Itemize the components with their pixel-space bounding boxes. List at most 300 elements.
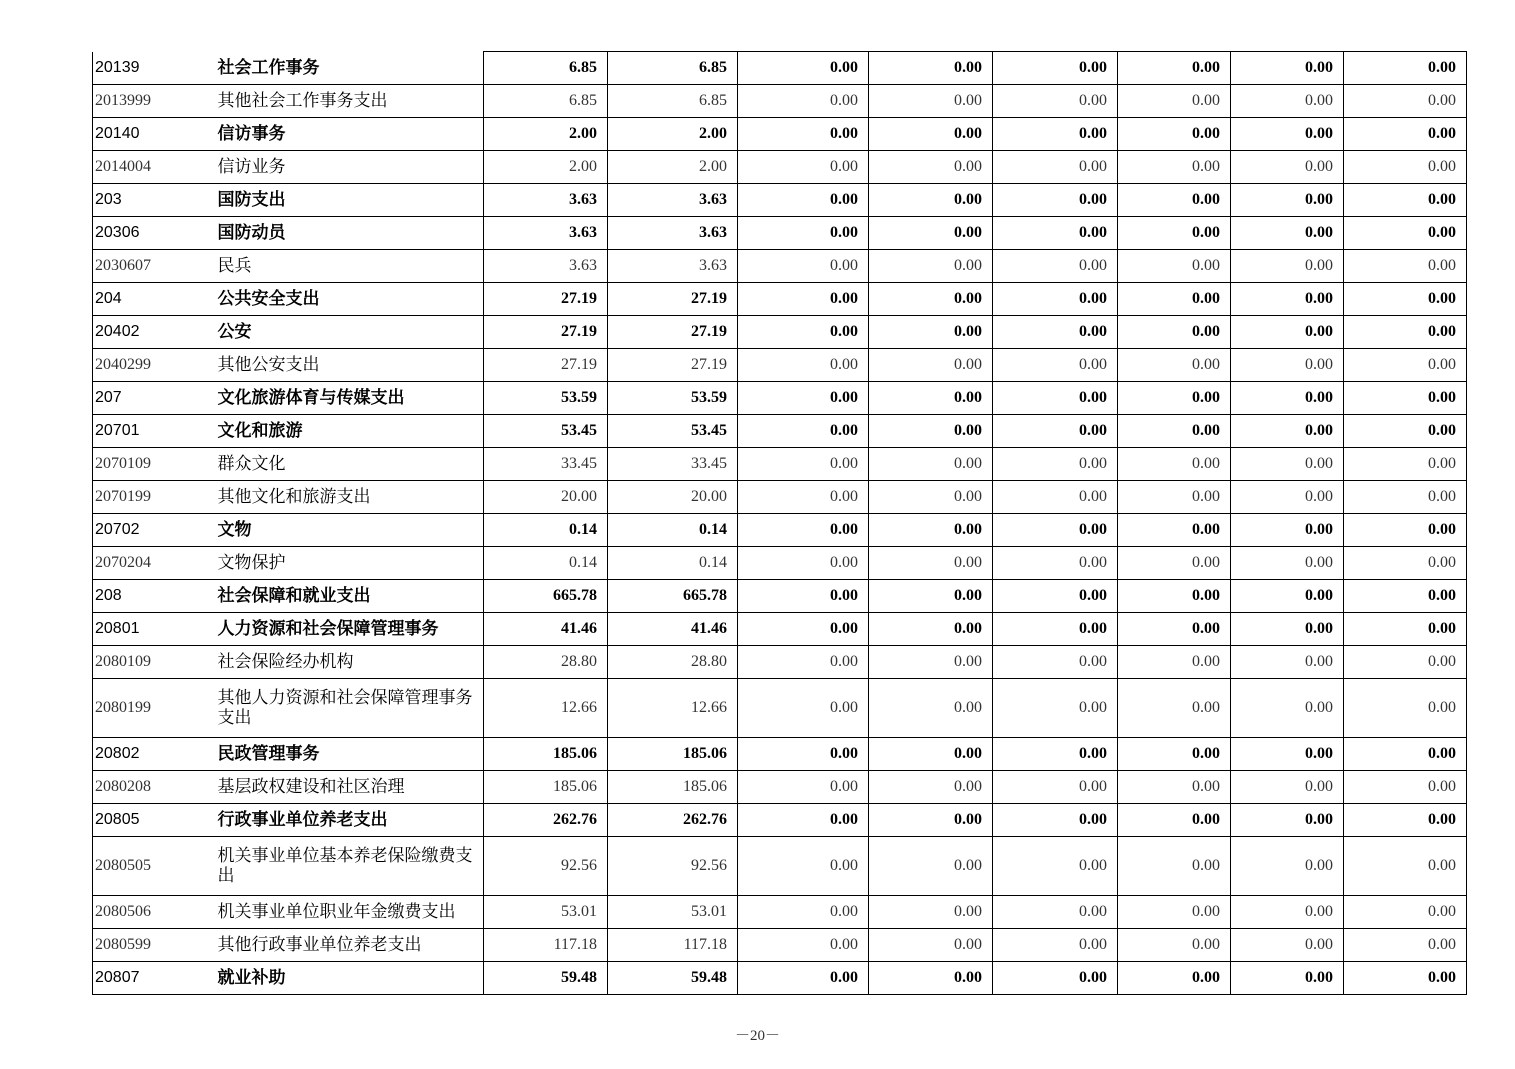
amount-cell: 0.00 bbox=[1231, 217, 1344, 250]
table-row bbox=[93, 118, 1467, 151]
table-row bbox=[93, 316, 1467, 349]
amount-cell: 185.06 bbox=[484, 738, 608, 771]
amount-cell: 0.00 bbox=[993, 613, 1118, 646]
amount-cell: 0.00 bbox=[738, 448, 869, 481]
amount-cell: 0.00 bbox=[738, 738, 869, 771]
amount-cell: 53.59 bbox=[484, 382, 608, 415]
amount-cell: 185.06 bbox=[484, 771, 608, 804]
amount-cell: 0.00 bbox=[1118, 514, 1231, 547]
amount-cell: 41.46 bbox=[608, 613, 738, 646]
amount-cell: 0.00 bbox=[993, 896, 1118, 929]
amount-cell: 0.00 bbox=[993, 85, 1118, 118]
amount-cell: 53.45 bbox=[608, 415, 738, 448]
amount-cell: 0.00 bbox=[1344, 738, 1467, 771]
subject-code-cell: 20801 bbox=[93, 613, 216, 646]
amount-cell: 0.00 bbox=[869, 547, 993, 580]
amount-cell: 0.00 bbox=[1118, 283, 1231, 316]
amount-cell: 0.00 bbox=[869, 415, 993, 448]
amount-cell: 33.45 bbox=[608, 448, 738, 481]
subject-name-cell: 文化旅游体育与传媒支出 bbox=[216, 382, 484, 415]
amount-cell: 20.00 bbox=[484, 481, 608, 514]
amount-cell: 0.00 bbox=[993, 415, 1118, 448]
amount-cell: 0.00 bbox=[1118, 349, 1231, 382]
amount-cell: 0.00 bbox=[738, 613, 869, 646]
amount-cell: 0.00 bbox=[869, 250, 993, 283]
amount-cell: 0.00 bbox=[1344, 804, 1467, 837]
subject-code-cell: 20402 bbox=[93, 316, 216, 349]
amount-cell: 0.00 bbox=[869, 646, 993, 679]
amount-cell: 0.00 bbox=[869, 929, 993, 962]
table-row bbox=[93, 962, 1467, 995]
table-row bbox=[93, 514, 1467, 547]
amount-cell: 0.00 bbox=[738, 250, 869, 283]
subject-name-cell: 公安 bbox=[216, 316, 484, 349]
table-row bbox=[93, 738, 1467, 771]
table-row bbox=[93, 929, 1467, 962]
amount-cell: 0.00 bbox=[1231, 679, 1344, 738]
amount-cell: 0.00 bbox=[1231, 151, 1344, 184]
amount-cell: 0.00 bbox=[1231, 929, 1344, 962]
amount-cell: 0.00 bbox=[738, 580, 869, 613]
amount-cell: 33.45 bbox=[484, 448, 608, 481]
subject-code-cell: 2080505 bbox=[93, 837, 216, 896]
subject-code-cell: 2080109 bbox=[93, 646, 216, 679]
amount-cell: 0.00 bbox=[1118, 217, 1231, 250]
amount-cell: 0.00 bbox=[869, 52, 993, 85]
amount-cell: 0.00 bbox=[1231, 738, 1344, 771]
amount-cell: 0.00 bbox=[1231, 771, 1344, 804]
amount-cell: 0.00 bbox=[1344, 250, 1467, 283]
amount-cell: 0.14 bbox=[608, 547, 738, 580]
amount-cell: 6.85 bbox=[608, 85, 738, 118]
amount-cell: 53.01 bbox=[484, 896, 608, 929]
amount-cell: 27.19 bbox=[608, 349, 738, 382]
amount-cell: 0.00 bbox=[1231, 349, 1344, 382]
amount-cell: 0.00 bbox=[1118, 415, 1231, 448]
amount-cell: 0.00 bbox=[738, 316, 869, 349]
amount-cell: 0.00 bbox=[1344, 448, 1467, 481]
amount-cell: 27.19 bbox=[608, 316, 738, 349]
amount-cell: 0.00 bbox=[869, 514, 993, 547]
table-row bbox=[93, 151, 1467, 184]
amount-cell: 0.00 bbox=[869, 613, 993, 646]
amount-cell: 0.00 bbox=[1231, 580, 1344, 613]
amount-cell: 0.00 bbox=[993, 646, 1118, 679]
amount-cell: 0.00 bbox=[1344, 283, 1467, 316]
amount-cell: 20.00 bbox=[608, 481, 738, 514]
subject-code-cell: 203 bbox=[93, 184, 216, 217]
amount-cell: 0.00 bbox=[1118, 837, 1231, 896]
amount-cell: 53.01 bbox=[608, 896, 738, 929]
subject-code-cell: 2013999 bbox=[93, 85, 216, 118]
amount-cell: 0.00 bbox=[1344, 962, 1467, 995]
amount-cell: 0.00 bbox=[738, 151, 869, 184]
amount-cell: 3.63 bbox=[484, 184, 608, 217]
amount-cell: 262.76 bbox=[608, 804, 738, 837]
amount-cell: 117.18 bbox=[608, 929, 738, 962]
table-row bbox=[93, 283, 1467, 316]
subject-name-cell: 民政管理事务 bbox=[216, 738, 484, 771]
amount-cell: 0.00 bbox=[1344, 771, 1467, 804]
subject-code-cell: 2070204 bbox=[93, 547, 216, 580]
amount-cell: 0.00 bbox=[1231, 415, 1344, 448]
amount-cell: 0.00 bbox=[738, 646, 869, 679]
amount-cell: 0.00 bbox=[869, 283, 993, 316]
subject-name-cell: 信访事务 bbox=[216, 118, 484, 151]
amount-cell: 0.00 bbox=[1231, 184, 1344, 217]
amount-cell: 0.00 bbox=[993, 804, 1118, 837]
subject-code-cell: 2070199 bbox=[93, 481, 216, 514]
amount-cell: 0.00 bbox=[738, 217, 869, 250]
amount-cell: 28.80 bbox=[608, 646, 738, 679]
amount-cell: 0.00 bbox=[1118, 250, 1231, 283]
subject-name-cell: 机关事业单位职业年金缴费支出 bbox=[216, 896, 484, 929]
amount-cell: 0.00 bbox=[993, 283, 1118, 316]
amount-cell: 0.00 bbox=[1344, 118, 1467, 151]
subject-name-cell: 国防支出 bbox=[216, 184, 484, 217]
amount-cell: 6.85 bbox=[608, 52, 738, 85]
amount-cell: 0.00 bbox=[993, 514, 1118, 547]
subject-name-cell: 其他行政事业单位养老支出 bbox=[216, 929, 484, 962]
amount-cell: 0.00 bbox=[1344, 613, 1467, 646]
subject-code-cell: 2030607 bbox=[93, 250, 216, 283]
table-row bbox=[93, 547, 1467, 580]
amount-cell: 0.00 bbox=[738, 415, 869, 448]
subject-name-cell: 民兵 bbox=[216, 250, 484, 283]
subject-name-cell: 机关事业单位基本养老保险缴费支出 bbox=[216, 837, 484, 896]
amount-cell: 0.00 bbox=[738, 118, 869, 151]
amount-cell: 0.00 bbox=[1118, 580, 1231, 613]
amount-cell: 185.06 bbox=[608, 738, 738, 771]
amount-cell: 0.00 bbox=[869, 316, 993, 349]
table-row bbox=[93, 679, 1467, 738]
amount-cell: 0.00 bbox=[1118, 184, 1231, 217]
amount-cell: 0.00 bbox=[1231, 962, 1344, 995]
subject-code-cell: 20701 bbox=[93, 415, 216, 448]
amount-cell: 2.00 bbox=[484, 151, 608, 184]
subject-name-cell: 行政事业单位养老支出 bbox=[216, 804, 484, 837]
amount-cell: 0.00 bbox=[1118, 448, 1231, 481]
amount-cell: 262.76 bbox=[484, 804, 608, 837]
amount-cell: 0.00 bbox=[993, 679, 1118, 738]
subject-name-cell: 公共安全支出 bbox=[216, 283, 484, 316]
amount-cell: 0.00 bbox=[1118, 52, 1231, 85]
amount-cell: 0.00 bbox=[1118, 85, 1231, 118]
amount-cell: 0.14 bbox=[608, 514, 738, 547]
amount-cell: 0.00 bbox=[869, 85, 993, 118]
amount-cell: 0.00 bbox=[1118, 738, 1231, 771]
budget-table-container bbox=[92, 51, 1466, 995]
subject-code-cell: 2040299 bbox=[93, 349, 216, 382]
subject-name-cell: 文化和旅游 bbox=[216, 415, 484, 448]
amount-cell: 0.00 bbox=[1231, 85, 1344, 118]
amount-cell: 53.59 bbox=[608, 382, 738, 415]
amount-cell: 665.78 bbox=[608, 580, 738, 613]
amount-cell: 0.00 bbox=[869, 580, 993, 613]
amount-cell: 0.00 bbox=[1231, 896, 1344, 929]
amount-cell: 0.00 bbox=[1231, 250, 1344, 283]
amount-cell: 27.19 bbox=[484, 283, 608, 316]
amount-cell: 41.46 bbox=[484, 613, 608, 646]
page-number: －20－ bbox=[734, 1028, 780, 1044]
amount-cell: 0.00 bbox=[993, 52, 1118, 85]
subject-code-cell: 2014004 bbox=[93, 151, 216, 184]
table-row bbox=[93, 349, 1467, 382]
subject-code-cell: 20139 bbox=[93, 52, 216, 85]
amount-cell: 0.00 bbox=[738, 837, 869, 896]
amount-cell: 0.00 bbox=[1344, 349, 1467, 382]
amount-cell: 0.00 bbox=[869, 481, 993, 514]
amount-cell: 0.14 bbox=[484, 514, 608, 547]
table-row bbox=[93, 804, 1467, 837]
amount-cell: 0.00 bbox=[993, 738, 1118, 771]
amount-cell: 0.00 bbox=[1118, 382, 1231, 415]
amount-cell: 0.00 bbox=[1231, 316, 1344, 349]
amount-cell: 12.66 bbox=[484, 679, 608, 738]
subject-name-cell: 文物保护 bbox=[216, 547, 484, 580]
amount-cell: 0.00 bbox=[1118, 481, 1231, 514]
amount-cell: 0.00 bbox=[993, 382, 1118, 415]
table-row bbox=[93, 85, 1467, 118]
amount-cell: 0.00 bbox=[1344, 514, 1467, 547]
amount-cell: 0.00 bbox=[993, 184, 1118, 217]
amount-cell: 185.06 bbox=[608, 771, 738, 804]
subject-name-cell: 其他人力资源和社会保障管理事务支出 bbox=[216, 679, 484, 738]
amount-cell: 0.00 bbox=[993, 250, 1118, 283]
amount-cell: 3.63 bbox=[608, 217, 738, 250]
amount-cell: 0.00 bbox=[738, 962, 869, 995]
table-row bbox=[93, 896, 1467, 929]
amount-cell: 0.00 bbox=[738, 184, 869, 217]
amount-cell: 0.00 bbox=[1231, 382, 1344, 415]
amount-cell: 0.00 bbox=[1118, 771, 1231, 804]
amount-cell: 0.00 bbox=[1344, 679, 1467, 738]
amount-cell: 117.18 bbox=[484, 929, 608, 962]
amount-cell: 0.00 bbox=[869, 382, 993, 415]
amount-cell: 0.00 bbox=[1344, 184, 1467, 217]
table-row bbox=[93, 613, 1467, 646]
amount-cell: 0.00 bbox=[869, 896, 993, 929]
amount-cell: 6.85 bbox=[484, 52, 608, 85]
table-row bbox=[93, 771, 1467, 804]
amount-cell: 0.00 bbox=[1231, 514, 1344, 547]
amount-cell: 0.00 bbox=[1231, 283, 1344, 316]
amount-cell: 0.00 bbox=[738, 85, 869, 118]
amount-cell: 2.00 bbox=[484, 118, 608, 151]
amount-cell: 0.00 bbox=[993, 118, 1118, 151]
amount-cell: 0.00 bbox=[1231, 837, 1344, 896]
amount-cell: 0.00 bbox=[1344, 481, 1467, 514]
amount-cell: 0.00 bbox=[1344, 85, 1467, 118]
amount-cell: 0.00 bbox=[993, 349, 1118, 382]
subject-code-cell: 20805 bbox=[93, 804, 216, 837]
amount-cell: 0.00 bbox=[1344, 217, 1467, 250]
amount-cell: 6.85 bbox=[484, 85, 608, 118]
amount-cell: 0.00 bbox=[738, 896, 869, 929]
amount-cell: 0.00 bbox=[993, 547, 1118, 580]
amount-cell: 0.00 bbox=[993, 316, 1118, 349]
amount-cell: 0.00 bbox=[1344, 837, 1467, 896]
amount-cell: 0.00 bbox=[869, 771, 993, 804]
table-row bbox=[93, 250, 1467, 283]
amount-cell: 0.00 bbox=[1118, 547, 1231, 580]
amount-cell: 0.00 bbox=[738, 514, 869, 547]
amount-cell: 27.19 bbox=[608, 283, 738, 316]
subject-code-cell: 2080208 bbox=[93, 771, 216, 804]
amount-cell: 0.00 bbox=[1118, 679, 1231, 738]
amount-cell: 0.00 bbox=[738, 929, 869, 962]
amount-cell: 665.78 bbox=[484, 580, 608, 613]
subject-name-cell: 其他公安支出 bbox=[216, 349, 484, 382]
amount-cell: 2.00 bbox=[608, 151, 738, 184]
amount-cell: 0.00 bbox=[869, 118, 993, 151]
amount-cell: 0.00 bbox=[993, 771, 1118, 804]
amount-cell: 3.63 bbox=[608, 250, 738, 283]
budget-table bbox=[92, 51, 1467, 995]
subject-name-cell: 就业补助 bbox=[216, 962, 484, 995]
amount-cell: 0.00 bbox=[869, 349, 993, 382]
amount-cell: 0.14 bbox=[484, 547, 608, 580]
amount-cell: 0.00 bbox=[1344, 896, 1467, 929]
amount-cell: 0.00 bbox=[1231, 52, 1344, 85]
amount-cell: 0.00 bbox=[993, 151, 1118, 184]
amount-cell: 0.00 bbox=[1118, 118, 1231, 151]
amount-cell: 0.00 bbox=[1118, 646, 1231, 679]
subject-code-cell: 20140 bbox=[93, 118, 216, 151]
amount-cell: 3.63 bbox=[484, 217, 608, 250]
amount-cell: 0.00 bbox=[869, 217, 993, 250]
subject-name-cell: 群众文化 bbox=[216, 448, 484, 481]
amount-cell: 0.00 bbox=[1344, 929, 1467, 962]
amount-cell: 0.00 bbox=[1344, 382, 1467, 415]
amount-cell: 0.00 bbox=[869, 804, 993, 837]
amount-cell: 0.00 bbox=[1344, 646, 1467, 679]
amount-cell: 0.00 bbox=[1118, 151, 1231, 184]
amount-cell: 27.19 bbox=[484, 349, 608, 382]
amount-cell: 0.00 bbox=[738, 547, 869, 580]
subject-name-cell: 社会工作事务 bbox=[216, 52, 484, 85]
amount-cell: 59.48 bbox=[484, 962, 608, 995]
subject-code-cell: 20306 bbox=[93, 217, 216, 250]
amount-cell: 0.00 bbox=[993, 217, 1118, 250]
amount-cell: 0.00 bbox=[738, 679, 869, 738]
amount-cell: 0.00 bbox=[1231, 613, 1344, 646]
table-row bbox=[93, 481, 1467, 514]
subject-code-cell: 208 bbox=[93, 580, 216, 613]
amount-cell: 0.00 bbox=[869, 151, 993, 184]
amount-cell: 0.00 bbox=[993, 929, 1118, 962]
amount-cell: 53.45 bbox=[484, 415, 608, 448]
amount-cell: 0.00 bbox=[1118, 316, 1231, 349]
table-row bbox=[93, 415, 1467, 448]
subject-name-cell: 人力资源和社会保障管理事务 bbox=[216, 613, 484, 646]
subject-code-cell: 2080506 bbox=[93, 896, 216, 929]
subject-name-cell: 其他社会工作事务支出 bbox=[216, 85, 484, 118]
amount-cell: 0.00 bbox=[1344, 547, 1467, 580]
table-row bbox=[93, 646, 1467, 679]
amount-cell: 0.00 bbox=[738, 349, 869, 382]
amount-cell: 0.00 bbox=[869, 448, 993, 481]
subject-code-cell: 20702 bbox=[93, 514, 216, 547]
subject-code-cell: 2080199 bbox=[93, 679, 216, 738]
subject-code-cell: 2080599 bbox=[93, 929, 216, 962]
amount-cell: 0.00 bbox=[993, 481, 1118, 514]
amount-cell: 0.00 bbox=[1231, 448, 1344, 481]
amount-cell: 0.00 bbox=[869, 837, 993, 896]
amount-cell: 0.00 bbox=[993, 448, 1118, 481]
amount-cell: 0.00 bbox=[1344, 52, 1467, 85]
subject-name-cell: 社会保障和就业支出 bbox=[216, 580, 484, 613]
amount-cell: 3.63 bbox=[484, 250, 608, 283]
amount-cell: 0.00 bbox=[1344, 580, 1467, 613]
amount-cell: 0.00 bbox=[738, 52, 869, 85]
amount-cell: 0.00 bbox=[1118, 929, 1231, 962]
amount-cell: 0.00 bbox=[993, 580, 1118, 613]
amount-cell: 0.00 bbox=[869, 738, 993, 771]
amount-cell: 0.00 bbox=[1118, 896, 1231, 929]
subject-name-cell: 信访业务 bbox=[216, 151, 484, 184]
amount-cell: 3.63 bbox=[608, 184, 738, 217]
subject-code-cell: 2070109 bbox=[93, 448, 216, 481]
amount-cell: 12.66 bbox=[608, 679, 738, 738]
amount-cell: 0.00 bbox=[1231, 547, 1344, 580]
subject-name-cell: 文物 bbox=[216, 514, 484, 547]
amount-cell: 0.00 bbox=[738, 804, 869, 837]
subject-name-cell: 基层政权建设和社区治理 bbox=[216, 771, 484, 804]
amount-cell: 59.48 bbox=[608, 962, 738, 995]
amount-cell: 28.80 bbox=[484, 646, 608, 679]
amount-cell: 92.56 bbox=[608, 837, 738, 896]
amount-cell: 0.00 bbox=[1231, 804, 1344, 837]
amount-cell: 0.00 bbox=[738, 481, 869, 514]
amount-cell: 0.00 bbox=[738, 771, 869, 804]
amount-cell: 0.00 bbox=[1231, 646, 1344, 679]
amount-cell: 0.00 bbox=[1344, 316, 1467, 349]
amount-cell: 0.00 bbox=[1118, 804, 1231, 837]
table-body bbox=[93, 52, 1467, 995]
amount-cell: 2.00 bbox=[608, 118, 738, 151]
subject-name-cell: 其他文化和旅游支出 bbox=[216, 481, 484, 514]
amount-cell: 0.00 bbox=[1344, 151, 1467, 184]
amount-cell: 0.00 bbox=[869, 962, 993, 995]
table-row bbox=[93, 580, 1467, 613]
table-row bbox=[93, 52, 1467, 85]
amount-cell: 0.00 bbox=[1231, 118, 1344, 151]
amount-cell: 0.00 bbox=[1118, 613, 1231, 646]
subject-name-cell: 国防动员 bbox=[216, 217, 484, 250]
subject-code-cell: 204 bbox=[93, 283, 216, 316]
amount-cell: 0.00 bbox=[738, 283, 869, 316]
amount-cell: 0.00 bbox=[1344, 415, 1467, 448]
amount-cell: 27.19 bbox=[484, 316, 608, 349]
amount-cell: 0.00 bbox=[993, 837, 1118, 896]
amount-cell: 0.00 bbox=[738, 382, 869, 415]
amount-cell: 0.00 bbox=[869, 184, 993, 217]
table-row bbox=[93, 448, 1467, 481]
amount-cell: 0.00 bbox=[1231, 481, 1344, 514]
table-row bbox=[93, 837, 1467, 896]
amount-cell: 0.00 bbox=[869, 679, 993, 738]
table-row bbox=[93, 382, 1467, 415]
subject-code-cell: 20807 bbox=[93, 962, 216, 995]
table-row bbox=[93, 217, 1467, 250]
subject-code-cell: 207 bbox=[93, 382, 216, 415]
amount-cell: 0.00 bbox=[993, 962, 1118, 995]
amount-cell: 92.56 bbox=[484, 837, 608, 896]
subject-code-cell: 20802 bbox=[93, 738, 216, 771]
amount-cell: 0.00 bbox=[1118, 962, 1231, 995]
table-row bbox=[93, 184, 1467, 217]
